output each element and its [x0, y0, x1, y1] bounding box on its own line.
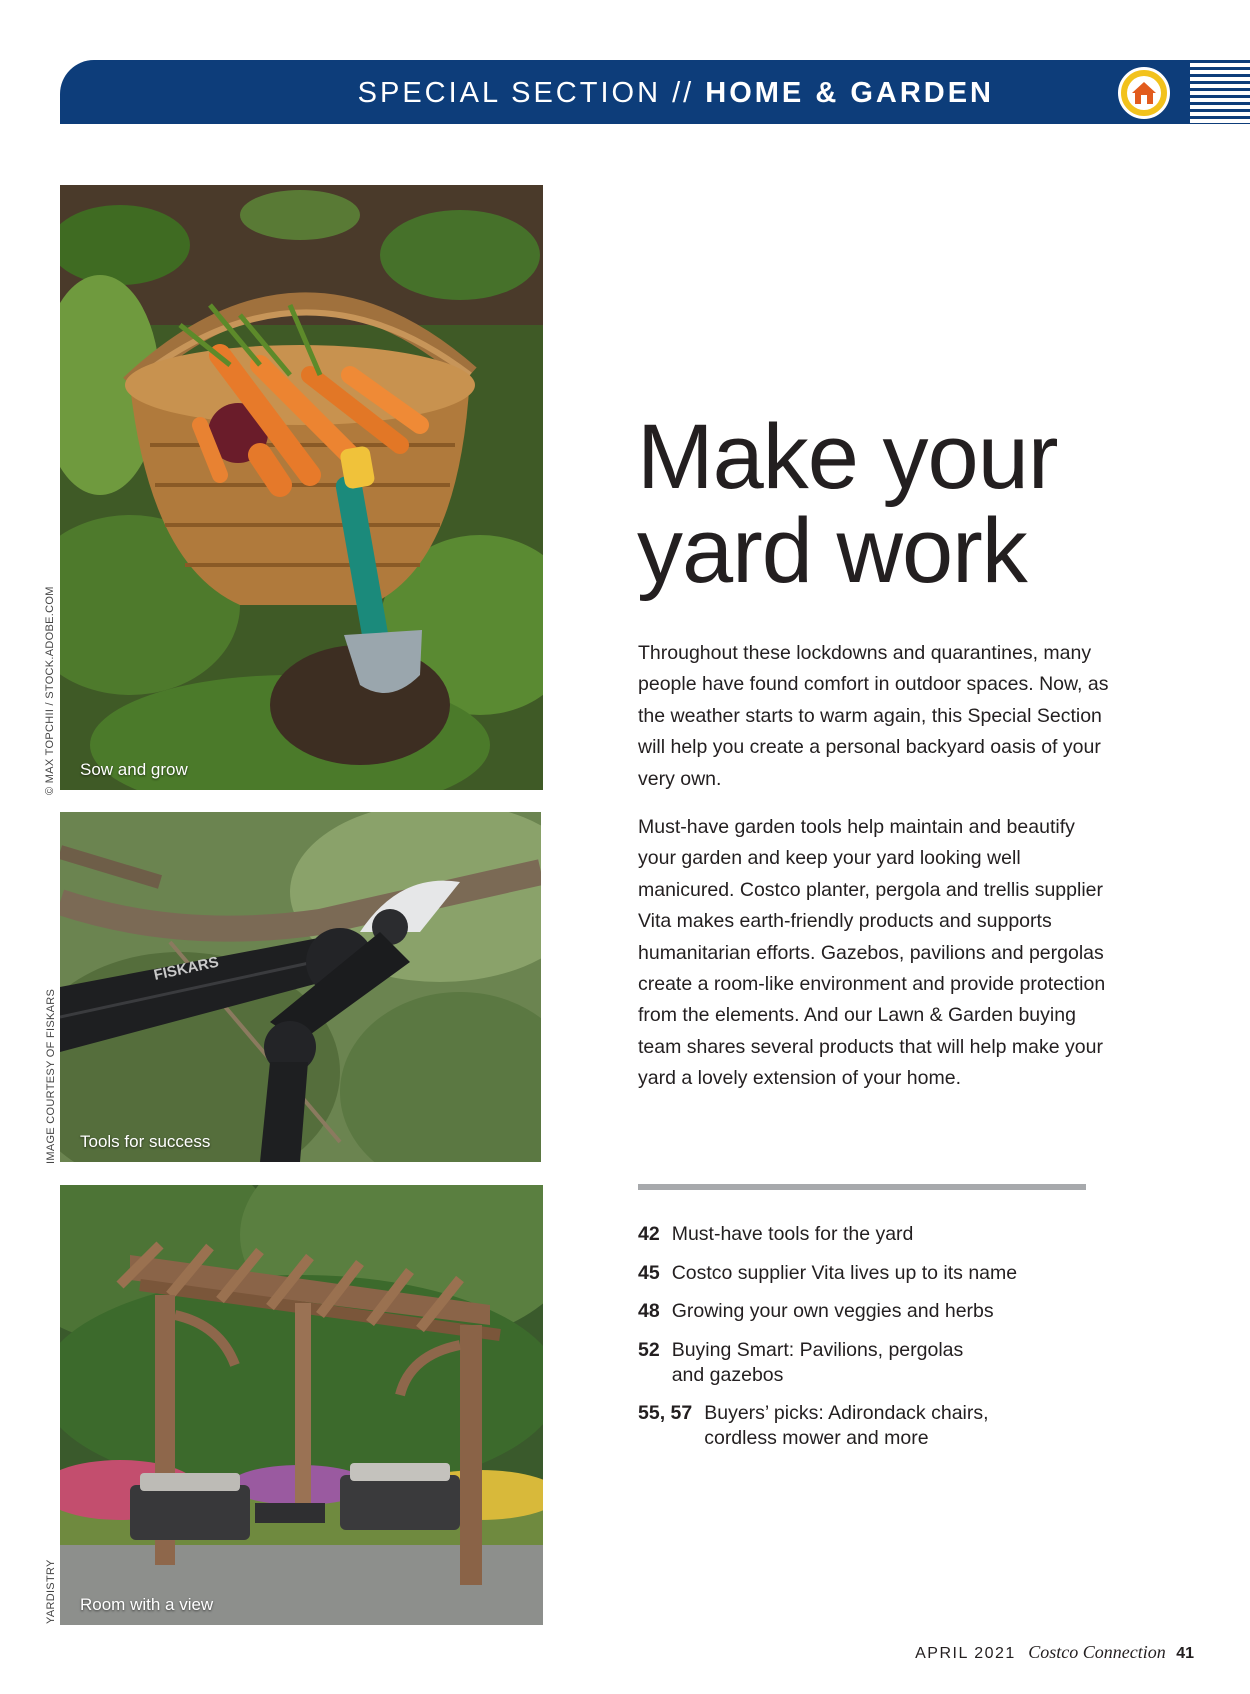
photo-credit: IMAGE COURTESY OF FISKARS [45, 988, 57, 1164]
contents-page: 42 [638, 1223, 660, 1245]
photo-loppers [60, 812, 541, 1162]
contents-page: 48 [638, 1300, 660, 1322]
contents-page: 45 [638, 1261, 660, 1284]
photo-credit: © MAX TOPCHII / STOCK.ADOBE.COM [44, 586, 56, 795]
section-divider [638, 1184, 1086, 1190]
photo-caption: Tools for success [80, 1132, 211, 1151]
contents-title: Must-have tools for the yard [671, 1223, 914, 1245]
contents-title: Growing your own veggies and herbs [671, 1300, 994, 1322]
section-label: SPECIAL SECTION // [357, 77, 695, 109]
section-heading [358, 60, 994, 124]
photo-vegetable-basket [60, 185, 543, 790]
contents-item [638, 1338, 1118, 1388]
photo-caption: Room with a view [80, 1595, 214, 1614]
photo-credit: YARDISTRY [45, 1559, 57, 1624]
headline [637, 406, 1157, 602]
magazine-name: Costco Connection [1028, 1642, 1166, 1662]
photo-caption: Sow and grow [80, 760, 188, 779]
issue-date: APRIL 2021 [915, 1645, 1016, 1662]
body-paragraph: Must-have garden tools help maintain and beautify your garden and keep your yard looking well manicured. Costco planter, pergola and trellis supplier Vita makes earth-friendly products and supports humanitarian efforts. Gazebos, pavilions and pergolas create a room-like environment and provide protection from the elements. And our Lawn & Garden buying team shares several products that will help make your yard a lovely extension of your home. [638, 816, 1106, 1090]
headline-line: yard work [637, 500, 1027, 602]
contents-title: Buying Smart: Pavilions, pergolas and gazebos [671, 1338, 964, 1386]
contents-item [638, 1299, 1118, 1324]
banner-stripes [1190, 60, 1250, 124]
photo-pergola [60, 1185, 543, 1625]
contents-item [638, 1401, 1118, 1451]
headline-line: Make your [637, 406, 1058, 508]
contents-title: Buyers’ picks: Adirondack chairs, cordless mower and more [704, 1402, 989, 1449]
page-footer [915, 1642, 1194, 1663]
fiskars-brand-mark: FISKARS [152, 953, 221, 984]
section-banner [60, 60, 1190, 124]
section-title: HOME & GARDEN [705, 77, 994, 109]
contents-item [638, 1261, 1118, 1286]
contents-page: 55, 57 [638, 1402, 693, 1424]
house-icon [1118, 67, 1170, 119]
intro-paragraph: Throughout these lockdowns and quarantines, many people have found comfort in outdoor spaces. Now, as the weather starts to warm again, this Special Section will help you create a personal backyard oasis of your very own. [638, 642, 1109, 790]
contents-title: Costco supplier Vita lives up to its name [671, 1261, 1018, 1284]
contents-item [638, 1222, 1118, 1247]
contents-list [638, 1222, 1118, 1465]
contents-page: 52 [638, 1338, 660, 1361]
page-number: 41 [1176, 1645, 1194, 1662]
